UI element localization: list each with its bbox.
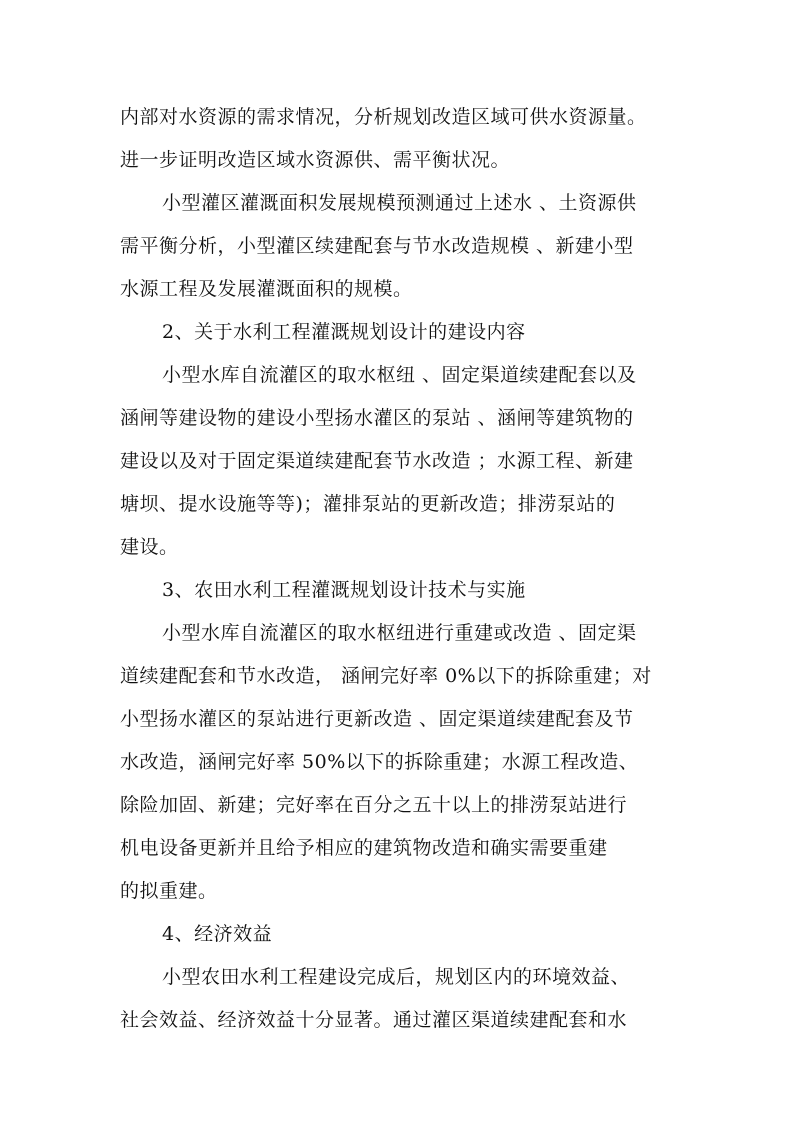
text-line-7: 小型水库自流灌区的取水枢纽 、固定渠道续建配套以及: [162, 364, 637, 386]
text-line-9: 建设以及对于固定渠道续建配套节水改造 ；水源工程、新建: [120, 450, 634, 472]
text-line-1: 内部对水资源的需求情况，分析规划改造区域可供水资源量。: [120, 106, 647, 128]
text-line-5: 水源工程及发展灌溉面积的规模。: [120, 278, 413, 300]
text-line-11: 建设。: [120, 536, 179, 558]
text-line-18: 机电设备更新并且给予相应的建筑物改造和确实需要重建: [120, 837, 608, 859]
text-line-16: 水改造，涵闸完好率 50%以下的拆除重建；水源工程改造、: [120, 751, 639, 773]
text-line-15: 小型扬水灌区的泵站进行更新改造 、固定渠道续建配套及节: [120, 708, 634, 730]
text-line-13: 小型水库自流灌区的取水枢纽进行重建或改造 、固定渠: [162, 622, 637, 644]
text-line-10: 塘坝、提水设施等等)；灌排泵站的更新改造；排涝泵站的: [120, 493, 616, 515]
text-line-17: 除险加固、新建；完好率在百分之五十以上的排涝泵站进行: [120, 794, 628, 816]
text-line-4: 需平衡分析，小型灌区续建配套与节水改造规模 、新建小型: [120, 235, 634, 257]
text-line-3: 小型灌区灌溉面积发展规模预测通过上述水 、土资源供: [162, 192, 637, 214]
section-heading-3: 3、农田水利工程灌溉规划设计技术与实施: [162, 579, 526, 601]
text-line-14: 道续建配套和节水改造， 涵闸完好率 0%以下的拆除重建；对: [120, 665, 652, 687]
text-line-19: 的拟重建。: [120, 880, 218, 902]
section-heading-2: 2、关于水利工程灌溉规划设计的建设内容: [162, 321, 526, 343]
text-line-21: 小型农田水利工程建设完成后，规划区内的环境效益、: [162, 966, 631, 988]
section-heading-4: 4、经济效益: [162, 923, 273, 945]
text-line-22: 社会效益、经济效益十分显著。通过灌区渠道续建配套和水: [120, 1009, 628, 1031]
text-line-2: 进一步证明改造区域水资源供、需平衡状况。: [120, 149, 511, 171]
text-line-8: 涵闸等建设物的建设小型扬水灌区的泵站 、涵闸等建筑物的: [120, 407, 634, 429]
